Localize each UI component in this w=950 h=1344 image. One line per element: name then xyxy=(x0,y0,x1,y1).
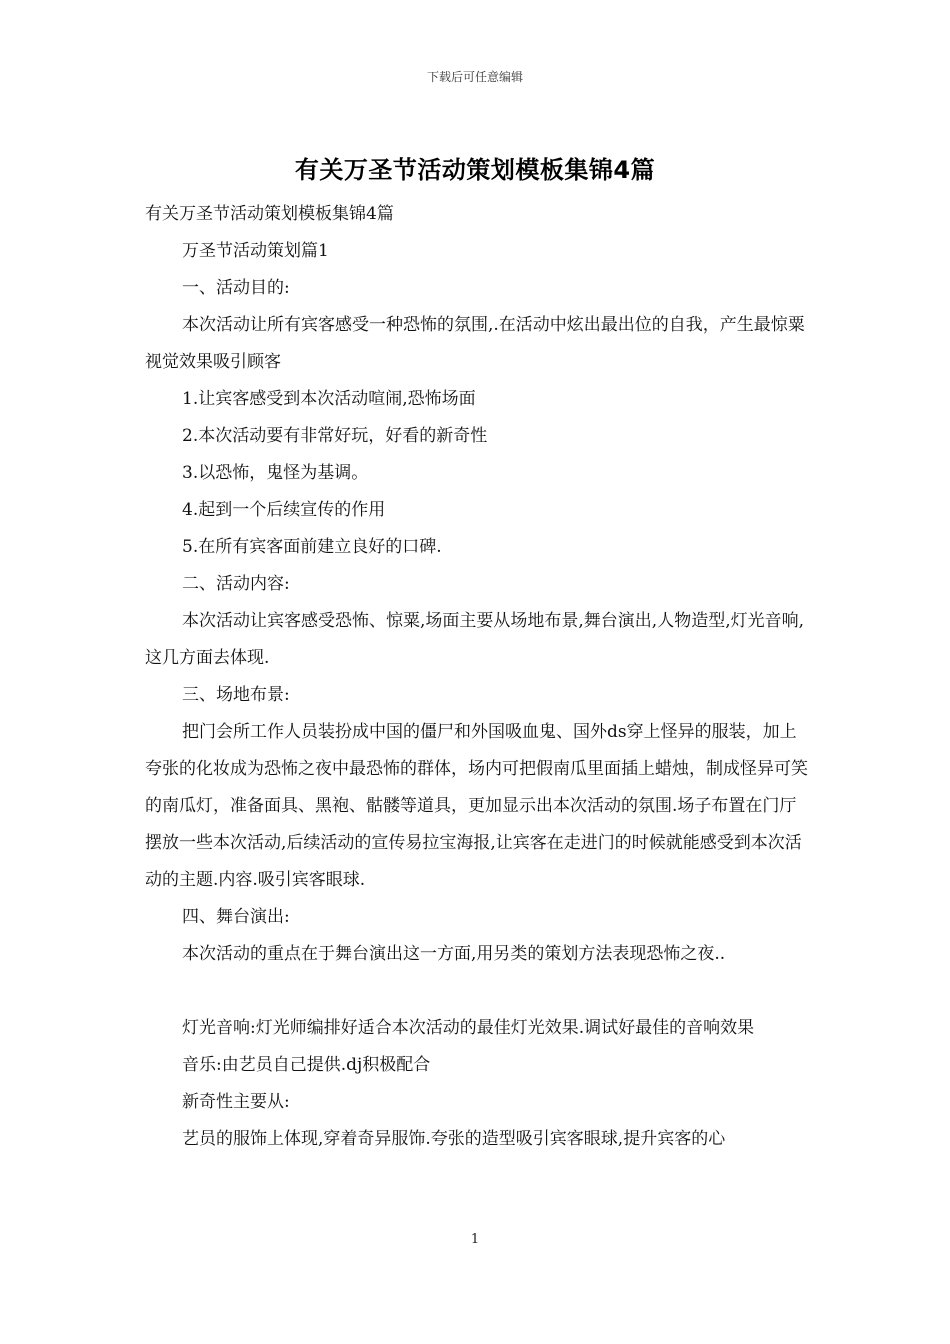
paragraph: 把门会所工作人员装扮成中国的僵尸和外国吸血鬼、国外ds穿上怪异的服装，加上夸张的化妆成为恐怖之夜中最恐怖的群体，场内可把假南瓜里面插上蜡烛，制成怪异可笑的南瓜灯，准备面具、黑袍、骷髅等道具，更加显示出本次活动的氛围.场子布置在门厅摆放一些本次活动,后续活动的宣传易拉宝海报,让宾客在走进门的时候就能感受到本次活动的主题.内容.吸引宾客眼球. xyxy=(145,722,808,890)
paragraph: 灯光音响:灯光师编排好适合本次活动的最佳灯光效果.调试好最佳的音响效果 xyxy=(182,1018,755,1038)
paragraph: 本次活动的重点在于舞台演出这一方面,用另类的策划方法表现恐怖之夜.. xyxy=(182,944,726,964)
list-item: 3.以恐怖，鬼怪为基调。 xyxy=(182,463,369,483)
list-item: 4.起到一个后续宣传的作用 xyxy=(182,500,386,520)
list-item: 1.让宾客感受到本次活动喧闹,恐怖场面 xyxy=(182,389,476,409)
document-title: 有关万圣节活动策划模板集锦4篇 xyxy=(294,156,656,184)
paragraph: 本次活动让宾客感受恐怖、惊粟,场面主要从场地布景,舞台演出,人物造型,灯光音响,这几方面去体现. xyxy=(145,611,805,668)
paragraph: 艺员的服饰上体现,穿着奇异服饰.夸张的造型吸引宾客眼球,提升宾客的心 xyxy=(182,1129,726,1149)
paragraph: 本次活动让所有宾客感受一种恐怖的氛围,.在活动中炫出最出位的自我，产生最惊粟视觉效果吸引顾客 xyxy=(145,315,805,372)
page-number: 1 xyxy=(470,1232,480,1247)
section-heading: 二、活动内容: xyxy=(182,574,290,594)
section-heading: 一、活动目的: xyxy=(182,278,290,298)
paragraph: 音乐:由艺员自己提供.dj积极配合 xyxy=(182,1055,431,1075)
document-body xyxy=(145,196,809,1158)
blank-line xyxy=(145,973,809,1010)
section-heading: 三、场地布景: xyxy=(182,685,290,705)
header-note: 下载后可任意编辑 xyxy=(426,70,523,84)
section-heading: 四、舞台演出: xyxy=(182,907,290,927)
section-heading: 万圣节活动策划篇1 xyxy=(182,241,329,261)
list-item: 2.本次活动要有非常好玩，好看的新奇性 xyxy=(182,426,488,446)
list-item: 5.在所有宾客面前建立良好的口碑. xyxy=(182,537,442,557)
paragraph: 新奇性主要从: xyxy=(182,1092,290,1112)
subtitle-line: 有关万圣节活动策划模板集锦4篇 xyxy=(145,204,394,224)
